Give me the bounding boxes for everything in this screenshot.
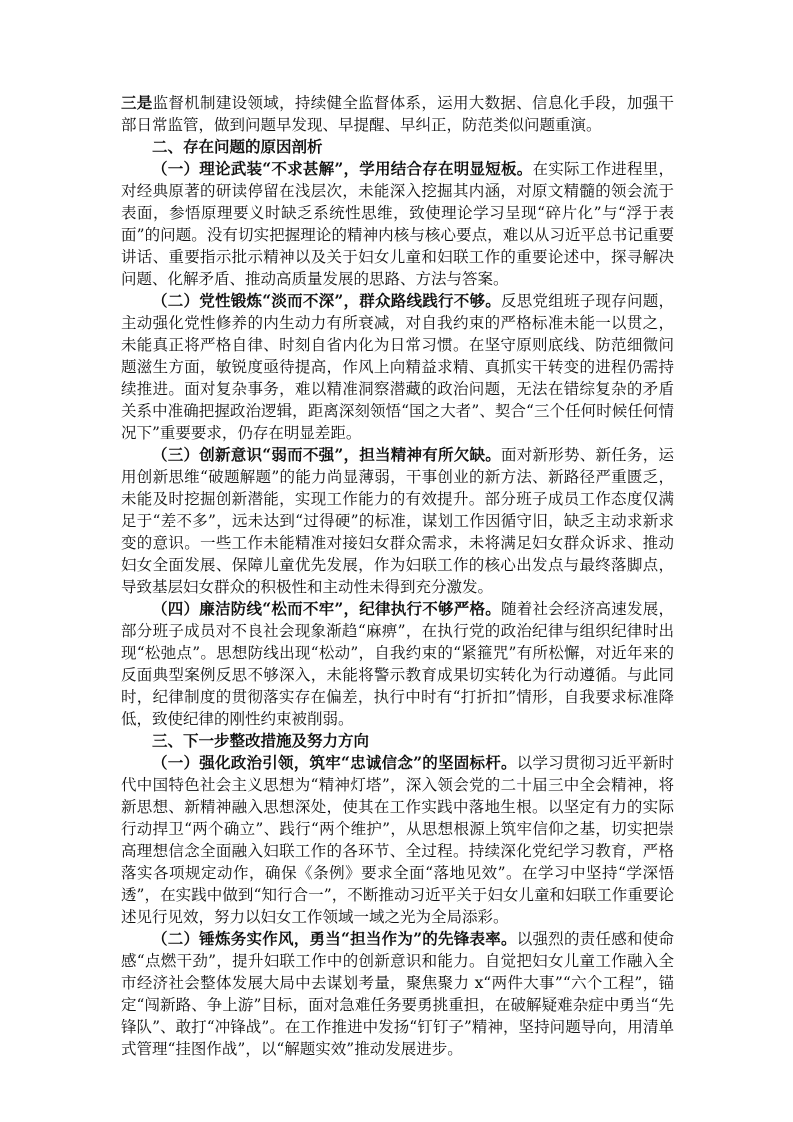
- paragraph-work-style-lead: （二）锤炼务实作风，勇当“担当作为”的先锋表率。: [152, 929, 517, 948]
- paragraph-work-style-text: 以强烈的责任感和使命感“点燃干劲”，提升妇联工作中的创新意识和能力。自觉把妇女儿童工作融入全市经济社会整体发展大局中去谋划考量，聚焦聚力 x“两件大事”“六个工程”，锚定“闯新路、争上游”目标，面对急难任务要勇挑重担，在破解疑难杂症中勇当“先锋队”、敢打“冲锋战”。在工作推进中发扬“钉钉子”精神，坚持问题导向，用清单式管理“挂图作战”，以“解题实效”推动发展进步。: [121, 930, 674, 1058]
- paragraph-political-guidance: [121, 752, 674, 928]
- paragraph-innovation-text: 面对新形势、新任务，运用创新思维“破题解题”的能力尚显薄弱，干事创业的新方法、新路径严重匮乏，未能及时挖掘创新潜能，实现工作能力的有效提升。部分班子成员工作态度仅满足于“差不多”，远未达到“过得硬”的标准，谋划工作因循守旧，缺乏主动求新求变的意识。一些工作未能精准对接妇女群众需求，未将满足妇女群众诉求、推动妇女全面发展、保障儿童优先发展，作为妇联工作的核心出发点与最终落脚点，导致基层妇女群众的积极性和主动性未得到充分激发。: [121, 446, 674, 596]
- intro-lead: 三是: [121, 93, 153, 112]
- paragraph-theory-lead: （一）理论武装“不求甚解”，学用结合存在明显短板。: [152, 159, 533, 178]
- paragraph-party-spirit-lead: （二）党性锻炼“淡而不深”，群众路线践行不够。: [152, 291, 502, 310]
- section-heading-causes: 二、存在问题的原因剖析: [152, 137, 323, 156]
- paragraph-work-style: [121, 928, 674, 1060]
- paragraph-political-guidance-text: 以学习贯彻习近平新时代中国特色社会主义思想为“精神灯塔”，深入领会党的二十届三中全会精神，将新思想、新精神融入思想深处，使其在工作实践中落地生根。以坚定有力的实际行动捍卫“两个确立”、践行“两个维护”，从思想根源上筑牢信仰之基，切实把崇高理想信念全面融入妇联工作的各环节、全过程。持续深化党纪学习教育，严格落实各项规定动作，确保《条例》要求全面“落地见效”。在学习中坚持“学深悟透”，在实践中做到“知行合一”，不断推动习近平关于妇女儿童和妇联工作重要论述见行见效，努力以妇女工作领域一域之光为全局添彩。: [121, 754, 674, 926]
- paragraph-theory: [121, 158, 674, 290]
- paragraph-innovation-lead: （三）创新意识“弱而不强”，担当精神有所欠缺。: [152, 445, 502, 464]
- intro-text: 监督机制建设领域，持续健全监督体系，运用大数据、信息化手段，加强干部日常监管，做到问题早发现、早提醒、早纠正，防范类似问题重演。: [121, 94, 674, 134]
- paragraph-innovation: [121, 444, 674, 598]
- paragraph-integrity-text: 随着社会经济高速发展，部分班子成员对不良社会现象渐趋“麻痹”，在执行党的政治纪律与组织纪律时出现“松弛点”。思想防线出现“松动”，自我约束的“紧箍咒”有所松懈，对近年来的反面典型案例反思不够深入，未能将警示教育成果切实转化为行动遵循。与此同时，纪律制度的贯彻落实存在偏差，执行中时有“打折扣”情形，自我要求标准降低，致使纪律的刚性约束被削弱。: [121, 600, 674, 728]
- paragraph-party-spirit: [121, 290, 674, 444]
- intro-paragraph: [121, 92, 674, 136]
- paragraph-integrity-lead: （四）廉洁防线“松而不牢”，纪律执行不够严格。: [152, 599, 502, 618]
- paragraph-political-guidance-lead: （一）强化政治引领，筑牢“忠诚信念”的坚固标杆。: [152, 753, 517, 772]
- paragraph-party-spirit-text: 反思党组班子现存问题，主动强化党性修养的内生动力有所衰减，对自我约束的严格标准未能一以贯之，未能真正将严格自律、时刻自省内化为日常习惯。在坚守原则底线、防范细微问题滋生方面，敏锐度亟待提高，作风上向精益求精、真抓实干转变的进程仍需持续推进。面对复杂事务，难以精准洞察潜藏的政治问题，无法在错综复杂的矛盾关系中准确把握政治逻辑，距离深刻领悟“国之大者”、契合“三个任何时候任何情况下”重要要求，仍存在明显差距。: [121, 292, 674, 442]
- paragraph-theory-text: 在实际工作进程里，对经典原著的研读停留在浅层次，未能深入挖掘其内涵，对原文精髓的领会流于表面，参悟原理要义时缺乏系统性思维，致使理论学习呈现“碎片化”与“浮于表面”的问题。没有切实把握理论的精神内核与核心要点，难以从习近平总书记重要讲话、重要指示批示精神以及关于妇女儿童和妇联工作的重要论述中，探寻解决问题、化解矛盾、推动高质量发展的思路、方法与答案。: [121, 160, 674, 288]
- document-page: [121, 92, 674, 1060]
- section-heading-measures: 三、下一步整改措施及努力方向: [152, 731, 370, 750]
- paragraph-integrity: [121, 598, 674, 730]
